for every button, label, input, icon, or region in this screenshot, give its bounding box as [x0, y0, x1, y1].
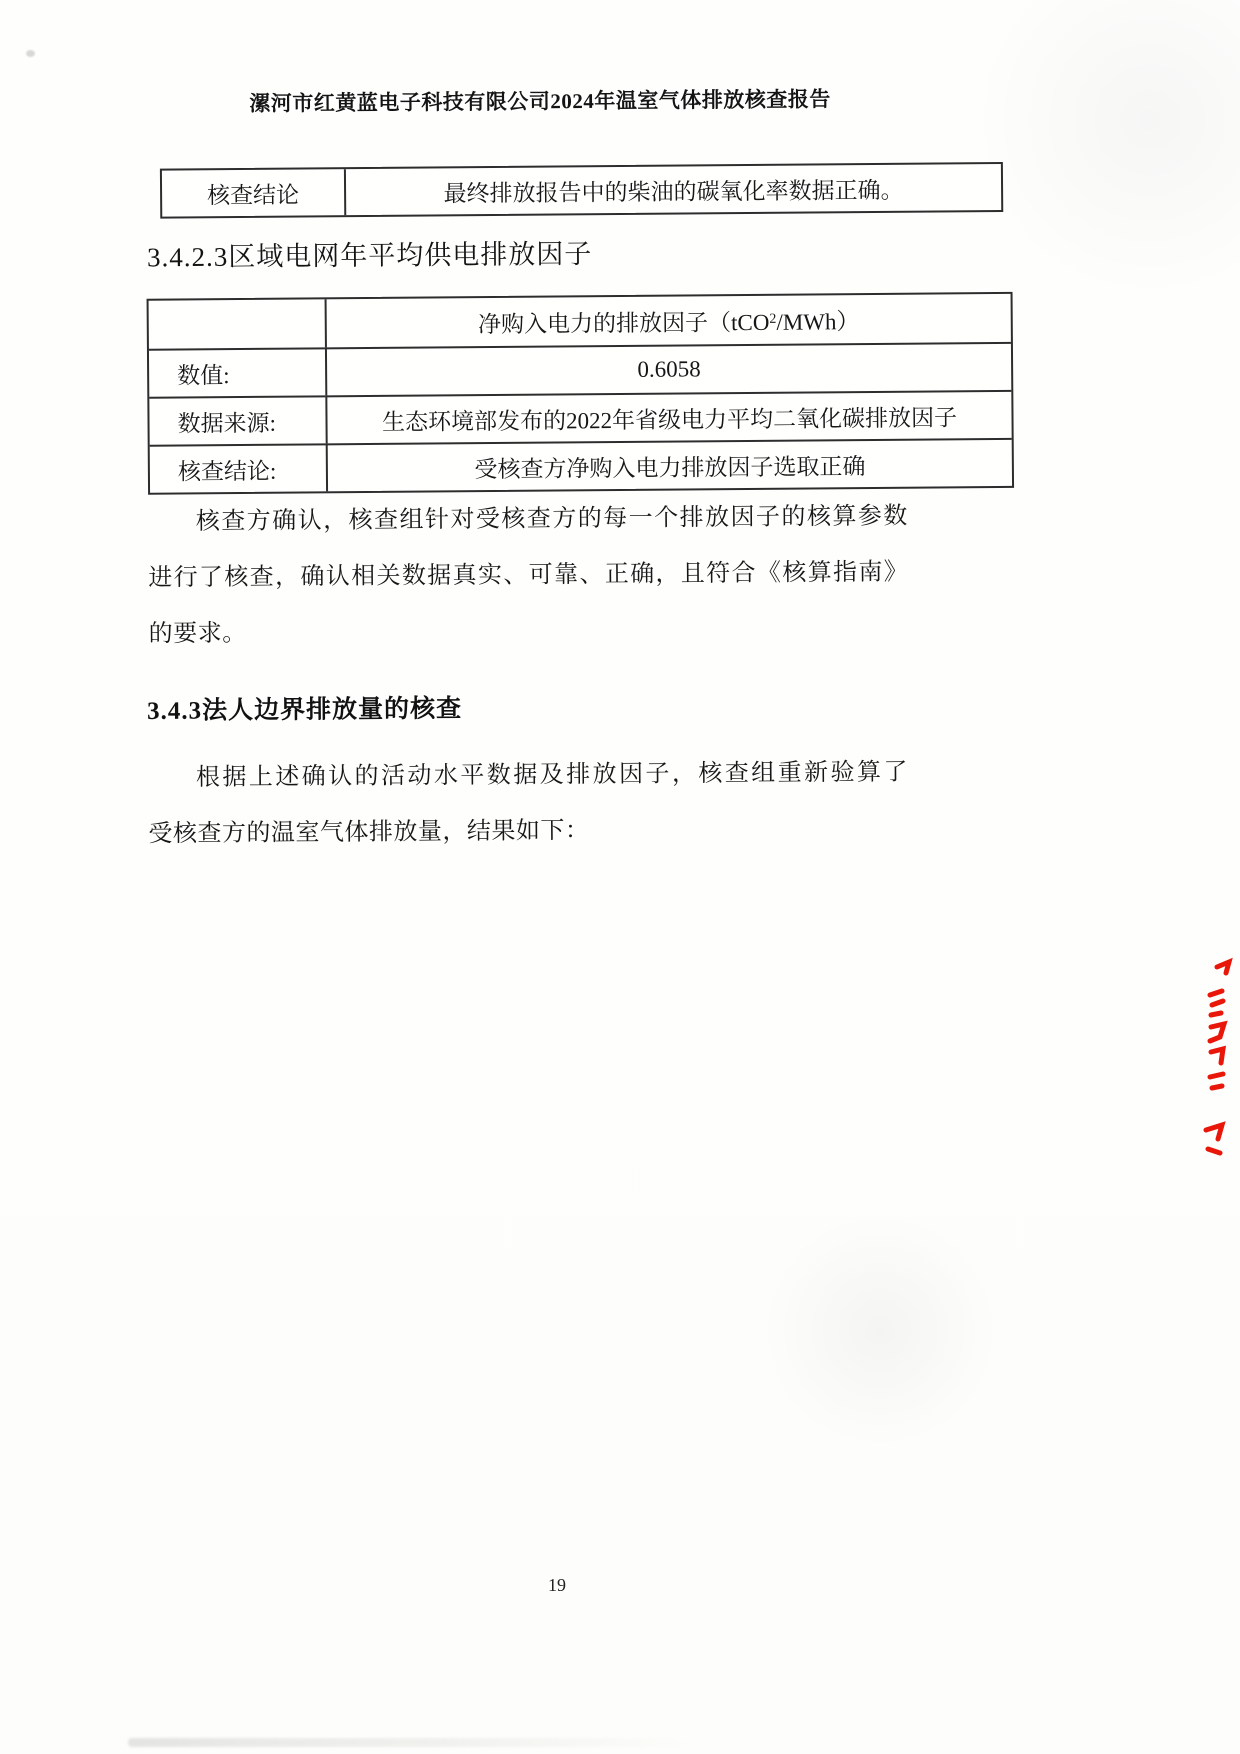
factor-header-prefix: 净购入电力的排放因子（tCO [477, 309, 770, 337]
recalculation-paragraph [148, 744, 909, 862]
value-label-cell: 数值: [149, 347, 325, 396]
factor-header-empty-cell [149, 299, 325, 348]
verify-conclusion-label-cell: 核查结论: [150, 443, 326, 492]
paragraph-line: 核查方确认，核查组针对受核查方的每一个排放因子的核算参数 [195, 503, 908, 536]
verify-conclusion-cell: 受核查方净购入电力排放因子选取正确 [326, 438, 1012, 491]
paragraph-line: 根据上述确认的活动水平数据及排放因子，核查组重新验算了 [195, 759, 909, 792]
factor-header-subscript: 2 [769, 311, 777, 327]
paragraph-line: 进行了核查，确认相关数据真实、可靠、正确，且符合《核算指南》 [148, 559, 909, 592]
page-number: 19 [548, 1575, 566, 1595]
factor-header-suffix: /MWh） [776, 308, 860, 335]
verification-confirmation-paragraph [148, 488, 909, 662]
section-heading-3-4-2-3: 3.4.2.3区域电网年平均供电排放因子 [146, 238, 593, 273]
data-source-cell: 生态环境部发布的2022年省级电力平均二氧化碳排放因子 [325, 390, 1011, 443]
grid-emission-factor-table [147, 292, 1015, 495]
section-heading-3-4-3: 3.4.3法人边界排放量的核查 [146, 695, 463, 725]
conclusion-value-cell: 最终排放报告中的柴油的碳氧化率数据正确。 [344, 164, 1001, 215]
scan-speck [26, 50, 35, 57]
scan-smudge [128, 1738, 688, 1747]
report-header-title: 漯河市红黄蓝电子科技有限公司2024年温室气体排放核查报告 [249, 87, 831, 116]
diesel-conclusion-table [160, 162, 1003, 219]
paragraph-line: 的要求。 [148, 620, 247, 648]
factor-header-cell [325, 294, 1011, 347]
data-source-label-cell: 数据来源: [149, 395, 325, 444]
conclusion-label-cell: 核查结论 [207, 182, 300, 208]
red-stamp-fragments-icon [1193, 953, 1235, 1171]
paragraph-line: 受核查方的温室气体排放量，结果如下： [148, 817, 590, 848]
value-cell: 0.6058 [325, 342, 1011, 395]
